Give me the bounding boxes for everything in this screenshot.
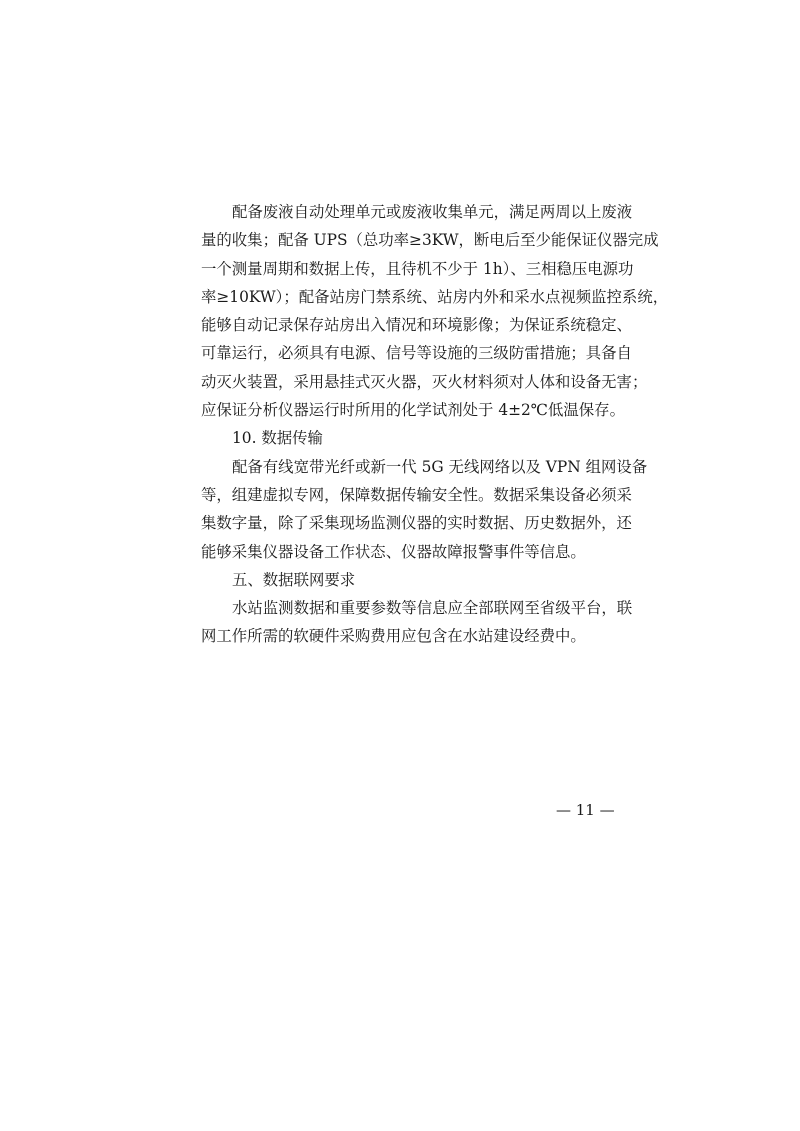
paragraph-line: 能够采集仪器设备工作状态、仪器故障报警事件等信息。 (201, 542, 586, 561)
paragraph-line: 率≥10KW）；配备站房门禁系统、站房内外和采水点视频监控系统， (201, 287, 669, 306)
page-number: — 11 — (556, 801, 615, 819)
section-heading-data-transmission: 10. 数据传输 (232, 429, 323, 448)
paragraph-line: 能够自动记录保存站房出入情况和环境影像；为保证系统稳定、 (201, 316, 632, 335)
paragraph-line: 应保证分析仪器运行时所用的化学试剂处于 4±2℃低温保存。 (201, 401, 625, 420)
paragraph-line: 一个测量周期和数据上传，且待机不少于 1h）、三相稳压电源功 (201, 259, 634, 278)
paragraph-line: 配备废液自动处理单元或废液收集单元，满足两周以上废液 (232, 203, 633, 221)
paragraph-line: 配备有线宽带光纤或新一代 5G 无线网络以及 VPN 组网设备 (232, 457, 648, 476)
paragraph-line: 等，组建虚拟专网，保障数据传输安全性。数据采集设备必须采 (201, 485, 632, 504)
paragraph-line: 网工作所需的软硬件采购费用应包含在水站建设经费中。 (201, 627, 586, 646)
paragraph-line: 集数字量，除了采集现场监测仪器的实时数据、历史数据外，还 (201, 514, 632, 533)
paragraph-line: 动灭火装置，采用悬挂式灭火器，灭火材料须对人体和设备无害； (201, 372, 648, 391)
section-heading-networking: 五、数据联网要求 (232, 570, 356, 589)
paragraph-line: 量的收集；配备 UPS（总功率≥3KW，断电后至少能保证仪器完成 (201, 231, 659, 250)
paragraph-line: 可靠运行，必须具有电源、信号等设施的三级防雷措施；具备自 (201, 344, 632, 363)
document-body (201, 198, 669, 651)
paragraph-line: 水站监测数据和重要参数等信息应全部联网至省级平台，联 (232, 599, 633, 618)
